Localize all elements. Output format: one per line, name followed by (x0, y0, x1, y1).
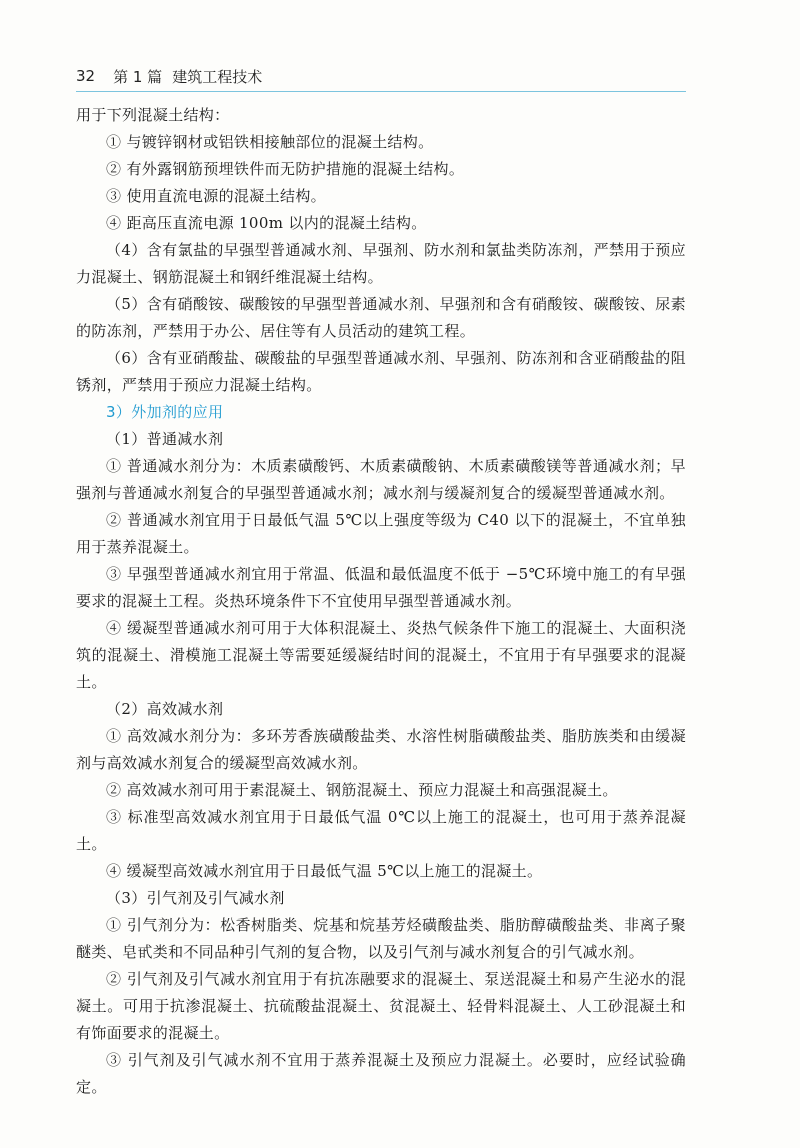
list-item: ④ 距高压直流电源 100m 以内的混凝土结构。 (106, 214, 427, 232)
chapter-label: 第 1 篇 (113, 67, 163, 86)
paragraph: ④ 缓凝型高效减水剂宜用于日最低气温 5℃以上施工的混凝土。 (106, 862, 543, 880)
paragraph: ③ 标准型高效减水剂宜用于日最低气温 0℃以上施工的混凝土，也可用于蒸养混凝土。 (76, 808, 686, 853)
subsection-heading: （1）普通减水剂 (106, 430, 224, 448)
list-item: ③ 使用直流电源的混凝土结构。 (106, 187, 327, 205)
paragraph: （4）含有氯盐的早强型普通减水剂、早强剂、防水剂和氯盐类防冻剂，严禁用于预应力混凝土、钢筋混凝土和钢纤维混凝土结构。 (76, 241, 686, 286)
paragraph: ① 普通减水剂分为：木质素磺酸钙、木质素磺酸钠、木质素磺酸镁等普通减水剂；早强剂与普通减水剂复合的早强型普通减水剂；减水剂与缓凝剂复合的缓凝型普通减水剂。 (76, 457, 686, 502)
paragraph: ② 普通减水剂宜用于日最低气温 5℃以上强度等级为 C40 以下的混凝土，不宜单独用于蒸养混凝土。 (76, 511, 686, 556)
subsection-heading: （2）高效减水剂 (106, 700, 224, 718)
paragraph: ④ 缓凝型普通减水剂可用于大体积混凝土、炎热气候条件下施工的混凝土、大面积浇筑的混凝土、滑模施工混凝土等需要延缓凝结时间的混凝土，不宜用于有早强要求的混凝土。 (76, 619, 686, 691)
paragraph: ③ 引气剂及引气减水剂不宜用于蒸养混凝土及预应力混凝土。必要时，应经试验确定。 (76, 1051, 686, 1096)
body-text (76, 102, 686, 1101)
section-heading: 3）外加剂的应用 (106, 403, 224, 421)
paragraph: ② 高效减水剂可用于素混凝土、钢筋混凝土、预应力混凝土和高强混凝土。 (106, 781, 618, 799)
list-item: ② 有外露钢筋预埋铁件而无防护措施的混凝土结构。 (106, 160, 465, 178)
running-header (76, 64, 686, 88)
subsection-heading: （3）引气剂及引气减水剂 (106, 889, 285, 907)
list-item: ① 与镀锌钢材或铝铁相接触部位的混凝土结构。 (106, 133, 434, 151)
paragraph: （5）含有硝酸铵、碳酸铵的早强型普通减水剂、早强剂和含有硝酸铵、碳酸铵、尿素的防冻剂，严禁用于办公、居住等有人员活动的建筑工程。 (76, 295, 686, 340)
paragraph: ③ 早强型普通减水剂宜用于常温、低温和最低温度不低于 −5℃环境中施工的有早强要求的混凝土工程。炎热环境条件下不宜使用早强型普通减水剂。 (76, 565, 686, 610)
page-number: 32 (76, 67, 96, 85)
chapter-title: 建筑工程技术 (172, 67, 263, 86)
paragraph: （6）含有亚硝酸盐、碳酸盐的早强型普通减水剂、早强剂、防冻剂和含亚硝酸盐的阻锈剂，严禁用于预应力混凝土结构。 (76, 349, 686, 394)
header-rule (76, 91, 686, 92)
paragraph: 用于下列混凝土结构： (76, 106, 230, 124)
paragraph: ① 高效减水剂分为：多环芳香族磺酸盐类、水溶性树脂磺酸盐类、脂肪族类和由缓凝剂与高效减水剂复合的缓凝型高效减水剂。 (76, 727, 686, 772)
paragraph: ① 引气剂分为：松香树脂类、烷基和烷基芳烃磺酸盐类、脂肪醇磺酸盐类、非离子聚醚类、皂甙类和不同品种引气剂的复合物，以及引气剂与减水剂复合的引气减水剂。 (76, 916, 686, 961)
paragraph: ② 引气剂及引气减水剂宜用于有抗冻融要求的混凝土、泵送混凝土和易产生泌水的混凝土。可用于抗渗混凝土、抗硫酸盐混凝土、贫混凝土、轻骨料混凝土、人工砂混凝土和有饰面要求的混凝土。 (76, 970, 686, 1042)
